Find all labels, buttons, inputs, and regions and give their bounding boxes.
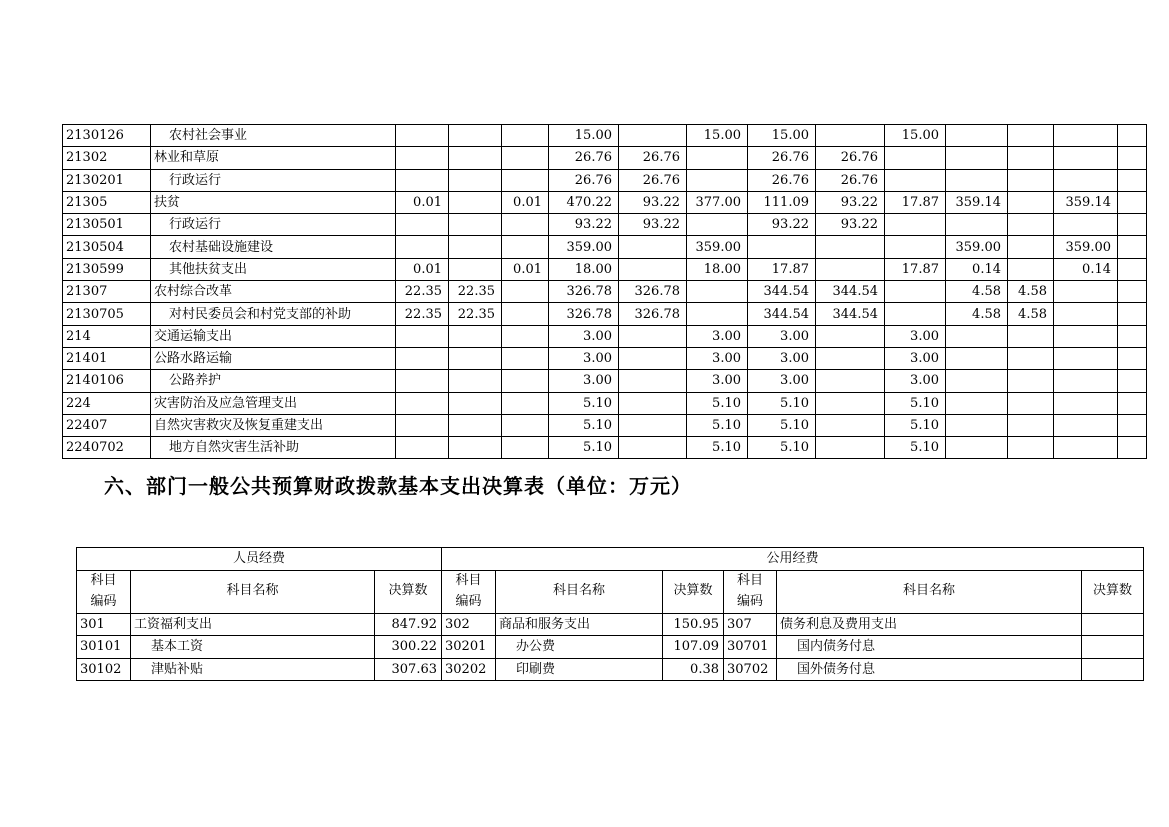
amount-cell [502, 125, 549, 147]
amount-cell: 5.10 [748, 414, 816, 436]
amount-cell: 5.10 [885, 437, 946, 459]
subject-name: 农村综合改革 [151, 281, 396, 303]
subject-name: 农村社会事业 [151, 125, 396, 147]
amount-cell: 3.00 [687, 370, 748, 392]
amount-cell: 359.14 [1054, 191, 1118, 213]
amount-cell: 344.54 [816, 281, 885, 303]
amount-cell: 18.00 [687, 258, 748, 280]
amount-cell [687, 214, 748, 236]
subject-name: 地方自然灾害生活补助 [151, 437, 396, 459]
amount-cell: 4.58 [946, 281, 1008, 303]
table-row [77, 613, 1144, 636]
amount-cell: 4.58 [1008, 281, 1054, 303]
debt-interest-amount [1082, 636, 1144, 659]
table-row [63, 437, 1147, 459]
personnel-code: 301 [77, 613, 131, 636]
amount-cell [449, 325, 502, 347]
amount-cell [619, 236, 687, 258]
amount-cell [449, 347, 502, 369]
amount-cell: 5.10 [885, 392, 946, 414]
amount-cell: 4.58 [1008, 303, 1054, 325]
amount-cell: 470.22 [549, 191, 619, 213]
amount-cell: 326.78 [619, 303, 687, 325]
debt-interest-amount [1082, 613, 1144, 636]
amount-cell [816, 325, 885, 347]
amount-cell [449, 191, 502, 213]
personnel-amount: 300.22 [375, 636, 442, 659]
amount-cell [687, 281, 748, 303]
subject-code: 21305 [63, 191, 151, 213]
amount-cell [687, 303, 748, 325]
name-header: 科目名称 [496, 570, 663, 613]
amount-cell: 3.00 [549, 325, 619, 347]
table-row [63, 370, 1147, 392]
subject-code: 22407 [63, 414, 151, 436]
amount-cell [1008, 392, 1054, 414]
debt-interest-name: 国内债务付息 [777, 636, 1082, 659]
subject-name: 其他扶贫支出 [151, 258, 396, 280]
public-group-header: 公用经费 [442, 548, 1144, 571]
amount-cell: 26.76 [748, 169, 816, 191]
amount-cell [1118, 392, 1147, 414]
amount-cell: 3.00 [687, 325, 748, 347]
amount-cell [619, 414, 687, 436]
amount-cell: 26.76 [816, 169, 885, 191]
amount-cell [619, 392, 687, 414]
amount-cell [1054, 125, 1118, 147]
subject-code: 2130201 [63, 169, 151, 191]
amount-cell [946, 214, 1008, 236]
table-row [63, 392, 1147, 414]
amount-cell [396, 370, 449, 392]
amount-cell [449, 437, 502, 459]
amount-cell: 15.00 [549, 125, 619, 147]
code-header: 科目 编码 [77, 570, 131, 613]
personnel-amount: 307.63 [375, 658, 442, 681]
amount-cell: 22.35 [396, 281, 449, 303]
amount-header: 决算数 [663, 570, 724, 613]
amount-cell [449, 370, 502, 392]
amount-cell [619, 325, 687, 347]
amount-cell [946, 347, 1008, 369]
amount-cell [1118, 437, 1147, 459]
amount-cell [502, 325, 549, 347]
amount-cell: 0.01 [502, 191, 549, 213]
amount-cell [1118, 347, 1147, 369]
amount-cell [502, 147, 549, 169]
amount-cell [816, 437, 885, 459]
subject-code: 224 [63, 392, 151, 414]
amount-cell [1008, 414, 1054, 436]
amount-cell: 22.35 [396, 303, 449, 325]
amount-cell: 5.10 [748, 392, 816, 414]
basic-expenditure-table [76, 547, 1144, 681]
subject-code: 2130501 [63, 214, 151, 236]
subject-name: 行政运行 [151, 214, 396, 236]
amount-cell: 17.87 [885, 258, 946, 280]
goods-services-code: 30201 [442, 636, 496, 659]
amount-cell [946, 147, 1008, 169]
personnel-code: 30102 [77, 658, 131, 681]
amount-cell: 5.10 [885, 414, 946, 436]
amount-cell: 15.00 [885, 125, 946, 147]
debt-interest-code: 30702 [724, 658, 777, 681]
amount-cell [1008, 258, 1054, 280]
goods-services-amount: 150.95 [663, 613, 724, 636]
amount-cell [816, 125, 885, 147]
goods-services-name: 商品和服务支出 [496, 613, 663, 636]
table-row [77, 636, 1144, 659]
amount-cell: 0.01 [502, 258, 549, 280]
subject-code: 21302 [63, 147, 151, 169]
amount-cell [816, 236, 885, 258]
amount-cell [816, 392, 885, 414]
amount-cell [1118, 414, 1147, 436]
amount-cell [1008, 236, 1054, 258]
amount-cell [396, 325, 449, 347]
basic-expenditure-body [77, 613, 1144, 681]
goods-services-code: 30202 [442, 658, 496, 681]
amount-cell [502, 169, 549, 191]
amount-cell [502, 392, 549, 414]
amount-cell [946, 169, 1008, 191]
table-row [63, 258, 1147, 280]
amount-cell [396, 236, 449, 258]
amount-cell [946, 414, 1008, 436]
amount-cell [396, 125, 449, 147]
amount-cell: 93.22 [549, 214, 619, 236]
amount-cell [946, 370, 1008, 392]
amount-cell [1054, 437, 1118, 459]
amount-cell: 326.78 [549, 303, 619, 325]
debt-interest-name: 债务利息及费用支出 [777, 613, 1082, 636]
amount-cell [1118, 169, 1147, 191]
amount-cell [1008, 347, 1054, 369]
table-row [63, 414, 1147, 436]
amount-cell [449, 258, 502, 280]
code-header: 科目 编码 [724, 570, 777, 613]
amount-cell [449, 214, 502, 236]
subject-name: 扶贫 [151, 191, 396, 213]
amount-cell: 5.10 [687, 414, 748, 436]
amount-cell: 0.14 [1054, 258, 1118, 280]
goods-services-amount: 0.38 [663, 658, 724, 681]
amount-cell [885, 303, 946, 325]
amount-cell: 3.00 [885, 347, 946, 369]
subject-code: 2130705 [63, 303, 151, 325]
amount-cell [396, 147, 449, 169]
amount-cell [885, 147, 946, 169]
amount-cell [687, 147, 748, 169]
amount-cell [1008, 437, 1054, 459]
subject-name: 行政运行 [151, 169, 396, 191]
amount-cell [1118, 303, 1147, 325]
amount-cell [1118, 214, 1147, 236]
amount-cell: 5.10 [748, 437, 816, 459]
amount-cell: 344.54 [816, 303, 885, 325]
subject-name: 公路水路运输 [151, 347, 396, 369]
amount-cell [502, 347, 549, 369]
table-row [63, 325, 1147, 347]
personnel-name: 基本工资 [131, 636, 375, 659]
goods-services-amount: 107.09 [663, 636, 724, 659]
amount-cell: 5.10 [549, 414, 619, 436]
amount-cell [1054, 281, 1118, 303]
amount-cell: 3.00 [885, 370, 946, 392]
amount-cell [885, 214, 946, 236]
expenditure-detail-table [62, 124, 1147, 459]
name-header: 科目名称 [777, 570, 1082, 613]
code-header: 科目 编码 [442, 570, 496, 613]
amount-cell [449, 169, 502, 191]
amount-cell [885, 281, 946, 303]
amount-cell: 26.76 [549, 147, 619, 169]
amount-cell [1054, 147, 1118, 169]
personnel-name: 工资福利支出 [131, 613, 375, 636]
amount-cell: 17.87 [885, 191, 946, 213]
goods-services-code: 302 [442, 613, 496, 636]
amount-cell: 3.00 [549, 347, 619, 369]
subject-name: 自然灾害救灾及恢复重建支出 [151, 414, 396, 436]
amount-cell [619, 258, 687, 280]
amount-cell [687, 169, 748, 191]
amount-cell [619, 347, 687, 369]
amount-cell [396, 347, 449, 369]
amount-cell [396, 169, 449, 191]
amount-cell: 26.76 [549, 169, 619, 191]
amount-cell: 326.78 [549, 281, 619, 303]
amount-cell: 93.22 [816, 214, 885, 236]
amount-cell [502, 303, 549, 325]
table-row [63, 303, 1147, 325]
amount-cell: 3.00 [748, 370, 816, 392]
amount-cell [502, 414, 549, 436]
amount-cell [946, 392, 1008, 414]
expenditure-detail-body [63, 125, 1147, 459]
amount-cell: 359.14 [946, 191, 1008, 213]
amount-cell: 15.00 [687, 125, 748, 147]
table-row [77, 658, 1144, 681]
amount-cell [396, 392, 449, 414]
table-row [63, 347, 1147, 369]
amount-cell: 15.00 [748, 125, 816, 147]
amount-cell [502, 281, 549, 303]
amount-cell [816, 258, 885, 280]
amount-cell [396, 414, 449, 436]
subject-name: 公路养护 [151, 370, 396, 392]
amount-cell: 3.00 [885, 325, 946, 347]
amount-cell [1008, 325, 1054, 347]
subject-name: 农村基础设施建设 [151, 236, 396, 258]
amount-cell: 3.00 [748, 325, 816, 347]
amount-cell: 3.00 [748, 347, 816, 369]
amount-cell [885, 236, 946, 258]
subject-code: 21307 [63, 281, 151, 303]
amount-cell [816, 347, 885, 369]
amount-cell [1054, 370, 1118, 392]
name-header: 科目名称 [131, 570, 375, 613]
debt-interest-name: 国外债务付息 [777, 658, 1082, 681]
amount-cell: 359.00 [687, 236, 748, 258]
subject-code: 2240702 [63, 437, 151, 459]
amount-cell [1118, 325, 1147, 347]
subject-code: 2140106 [63, 370, 151, 392]
amount-cell [946, 437, 1008, 459]
amount-cell: 5.10 [687, 437, 748, 459]
amount-cell [1118, 125, 1147, 147]
subject-name: 林业和草原 [151, 147, 396, 169]
amount-cell: 93.22 [619, 191, 687, 213]
amount-cell: 5.10 [549, 437, 619, 459]
amount-header: 决算数 [1082, 570, 1144, 613]
subject-code: 21401 [63, 347, 151, 369]
amount-cell [502, 214, 549, 236]
amount-cell [946, 325, 1008, 347]
amount-cell: 326.78 [619, 281, 687, 303]
amount-cell [1008, 191, 1054, 213]
amount-cell [1054, 414, 1118, 436]
section-title: 六、部门一般公共预算财政拨款基本支出决算表（单位：万元） [104, 474, 692, 498]
debt-interest-code: 307 [724, 613, 777, 636]
table-row [63, 281, 1147, 303]
amount-cell: 5.10 [687, 392, 748, 414]
amount-cell: 93.22 [619, 214, 687, 236]
amount-cell [1054, 214, 1118, 236]
amount-cell: 0.14 [946, 258, 1008, 280]
amount-cell [1054, 325, 1118, 347]
amount-cell [1054, 392, 1118, 414]
amount-cell [1118, 370, 1147, 392]
amount-cell [449, 414, 502, 436]
amount-cell [885, 169, 946, 191]
amount-cell: 18.00 [549, 258, 619, 280]
amount-cell: 22.35 [449, 281, 502, 303]
amount-cell: 111.09 [748, 191, 816, 213]
amount-cell [1008, 125, 1054, 147]
amount-cell [946, 125, 1008, 147]
amount-cell: 3.00 [687, 347, 748, 369]
subject-code: 214 [63, 325, 151, 347]
amount-cell: 26.76 [748, 147, 816, 169]
personnel-name: 津贴补贴 [131, 658, 375, 681]
amount-cell: 3.00 [549, 370, 619, 392]
amount-cell [1008, 370, 1054, 392]
amount-cell [1054, 303, 1118, 325]
subject-name: 灾害防治及应急管理支出 [151, 392, 396, 414]
table-row [63, 147, 1147, 169]
amount-cell [1054, 169, 1118, 191]
amount-cell: 26.76 [619, 147, 687, 169]
debt-interest-amount [1082, 658, 1144, 681]
amount-cell [396, 214, 449, 236]
amount-cell: 377.00 [687, 191, 748, 213]
subject-name: 对村民委员会和村党支部的补助 [151, 303, 396, 325]
amount-cell: 22.35 [449, 303, 502, 325]
amount-cell [1118, 147, 1147, 169]
amount-cell [1118, 258, 1147, 280]
amount-cell: 359.00 [946, 236, 1008, 258]
amount-cell [619, 437, 687, 459]
group-header-row [77, 548, 1144, 571]
amount-cell: 0.01 [396, 191, 449, 213]
amount-cell: 344.54 [748, 281, 816, 303]
amount-cell: 0.01 [396, 258, 449, 280]
amount-cell [816, 414, 885, 436]
amount-cell [619, 125, 687, 147]
amount-cell: 344.54 [748, 303, 816, 325]
subject-code: 2130126 [63, 125, 151, 147]
amount-cell [1118, 281, 1147, 303]
amount-cell: 5.10 [549, 392, 619, 414]
amount-cell [1118, 191, 1147, 213]
subject-name: 交通运输支出 [151, 325, 396, 347]
amount-cell [1008, 147, 1054, 169]
personnel-group-header: 人员经费 [77, 548, 442, 571]
debt-interest-code: 30701 [724, 636, 777, 659]
amount-cell: 4.58 [946, 303, 1008, 325]
amount-cell [449, 125, 502, 147]
table-row [63, 214, 1147, 236]
amount-cell [396, 437, 449, 459]
amount-cell: 26.76 [816, 147, 885, 169]
goods-services-name: 印刷费 [496, 658, 663, 681]
amount-cell [1008, 169, 1054, 191]
personnel-code: 30101 [77, 636, 131, 659]
goods-services-name: 办公费 [496, 636, 663, 659]
amount-cell [1008, 214, 1054, 236]
amount-cell [449, 147, 502, 169]
subject-code: 2130504 [63, 236, 151, 258]
amount-cell: 26.76 [619, 169, 687, 191]
table-row [63, 169, 1147, 191]
amount-cell [502, 437, 549, 459]
personnel-amount: 847.92 [375, 613, 442, 636]
amount-cell [449, 236, 502, 258]
amount-cell: 359.00 [549, 236, 619, 258]
amount-cell: 93.22 [748, 214, 816, 236]
table-row [63, 236, 1147, 258]
column-header-row [77, 570, 1144, 613]
table-row [63, 191, 1147, 213]
amount-cell: 93.22 [816, 191, 885, 213]
amount-cell [619, 370, 687, 392]
amount-cell [816, 370, 885, 392]
amount-cell [1054, 347, 1118, 369]
subject-code: 2130599 [63, 258, 151, 280]
amount-cell [502, 370, 549, 392]
amount-cell: 359.00 [1054, 236, 1118, 258]
table-row [63, 125, 1147, 147]
amount-cell: 17.87 [748, 258, 816, 280]
amount-cell [502, 236, 549, 258]
amount-cell [748, 236, 816, 258]
amount-cell [1118, 236, 1147, 258]
amount-cell [449, 392, 502, 414]
amount-header: 决算数 [375, 570, 442, 613]
